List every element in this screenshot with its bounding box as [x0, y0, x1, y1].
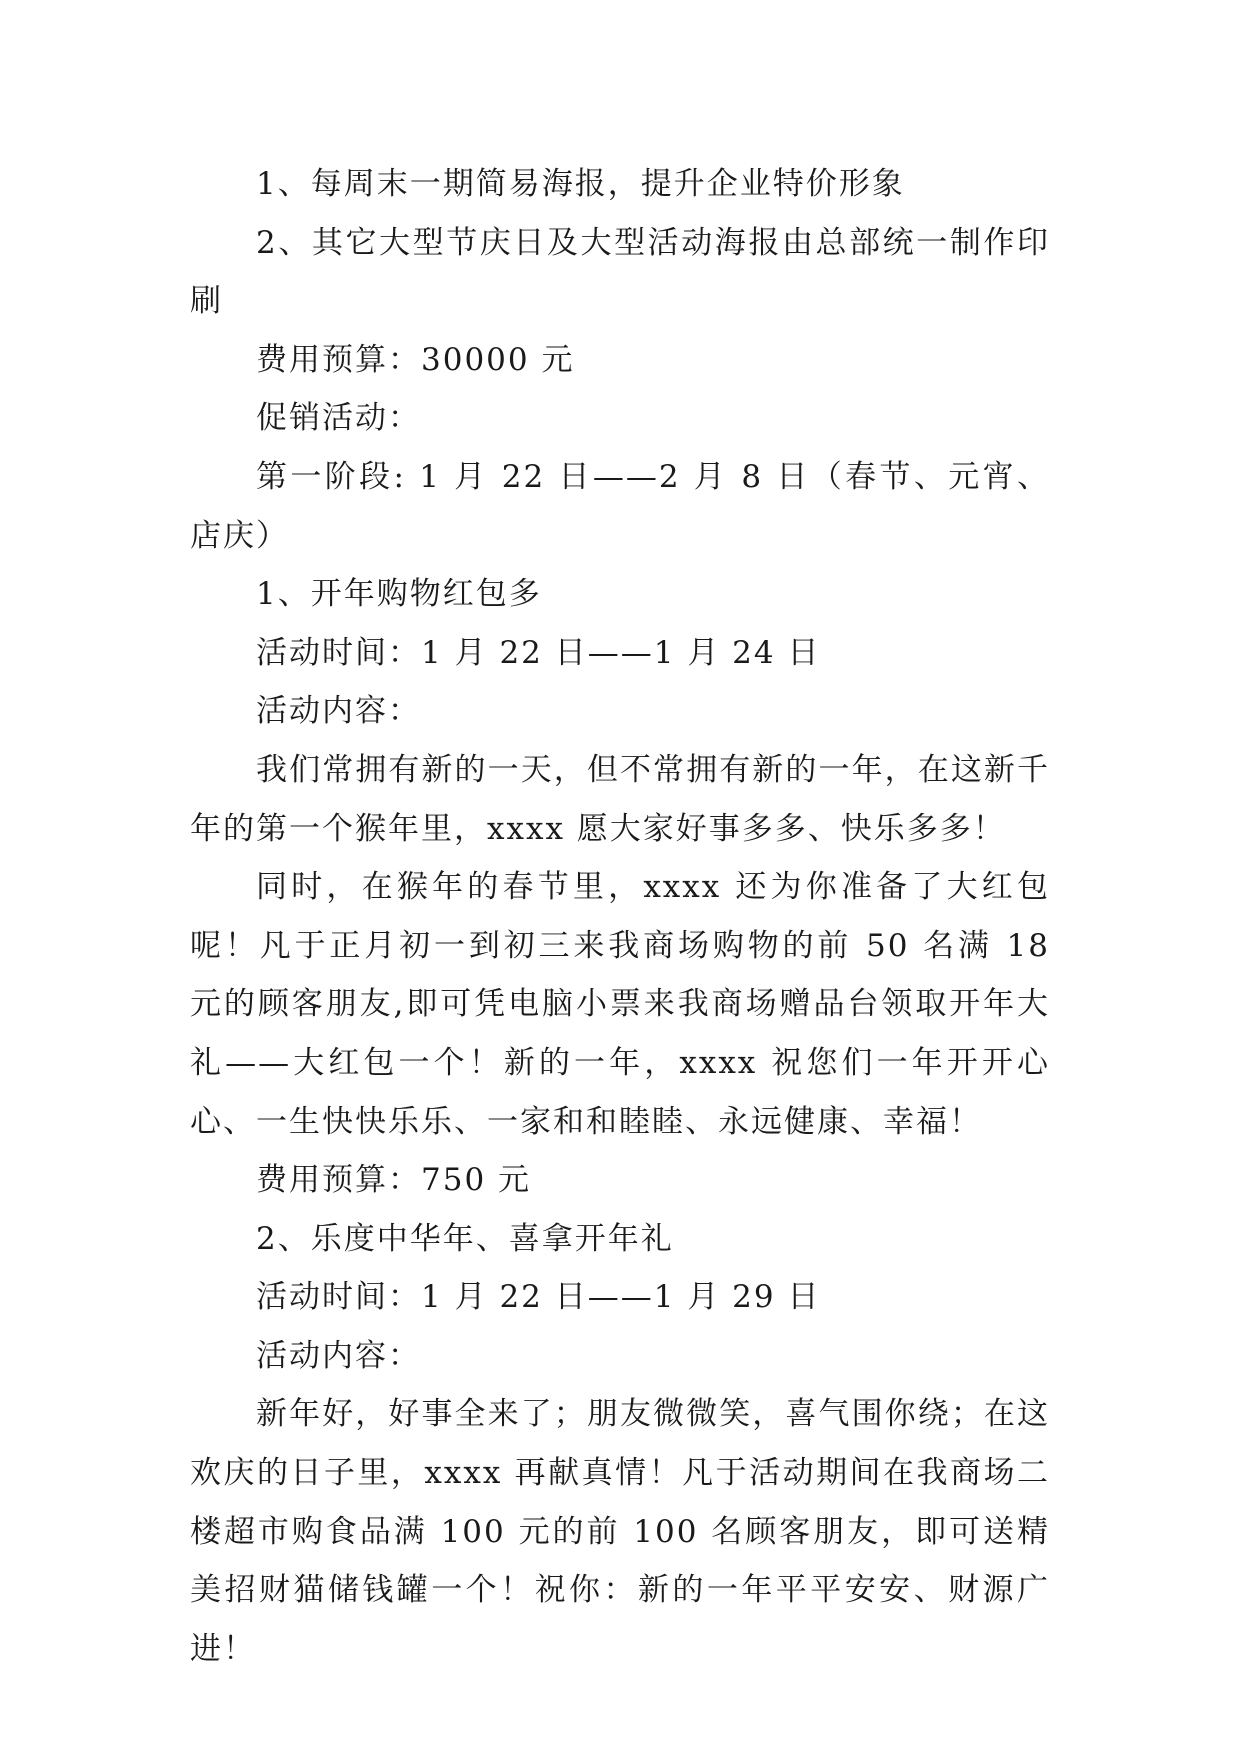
paragraph-activity-1-time: 活动时间：1 月 22 日——1 月 24 日 [256, 634, 821, 671]
paragraph-festival-poster: 2、其它大型节庆日及大型活动海报由总部统一制作印刷 [190, 224, 1050, 320]
paragraph-activity-2-content-label: 活动内容： [256, 1337, 422, 1374]
paragraph-activity-2-time: 活动时间：1 月 22 日——1 月 29 日 [256, 1279, 821, 1316]
paragraph-activity-1-content-label: 活动内容： [256, 693, 422, 730]
paragraph-weekend-poster: 1、每周末一期简易海报，提升企业特价形象 [256, 166, 905, 202]
paragraph-activity-1-intro: 我们常拥有新的一天，但不常拥有新的一年，在这新千年的第一个猴年里，xxxx 愿大家好事多多、快乐多多！ [190, 751, 1050, 847]
document-body [190, 155, 1050, 1678]
paragraph-promotion-heading: 促销活动： [256, 400, 422, 437]
paragraph-activity-1-details: 同时，在猴年的春节里，xxxx 还为你准备了大红包呢！凡于正月初一到初三来我商场购物的前 50 名满 18 元的顾客朋友,即可凭电脑小票来我商场赠品台领取开年大礼——大红包一个！新的一年，xxxx 祝您们一年开开心心、一生快快乐乐、一家和和睦睦、永远健康、幸福！ [190, 869, 1050, 1140]
paragraph-budget-poster: 费用预算：30000 元 [256, 341, 575, 378]
paragraph-activity-2-details: 新年好，好事全来了；朋友微微笑，喜气围你绕；在这欢庆的日子里，xxxx 再献真情！凡于活动期间在我商场二楼超市购食品满 100 元的前 100 名顾客朋友，即可送精美招财猫储钱罐一个！祝你：新的一年平平安安、财源广进！ [190, 1396, 1050, 1667]
paragraph-activity-2-title: 2、乐度中华年、喜拿开年礼 [256, 1220, 674, 1257]
paragraph-activity-1-budget: 费用预算：750 元 [256, 1162, 532, 1199]
paragraph-phase-one: 第一阶段: 1 月 22 日——2 月 8 日（春节、元宵、店庆） [190, 458, 1050, 554]
paragraph-activity-1-title: 1、开年购物红包多 [256, 576, 542, 613]
